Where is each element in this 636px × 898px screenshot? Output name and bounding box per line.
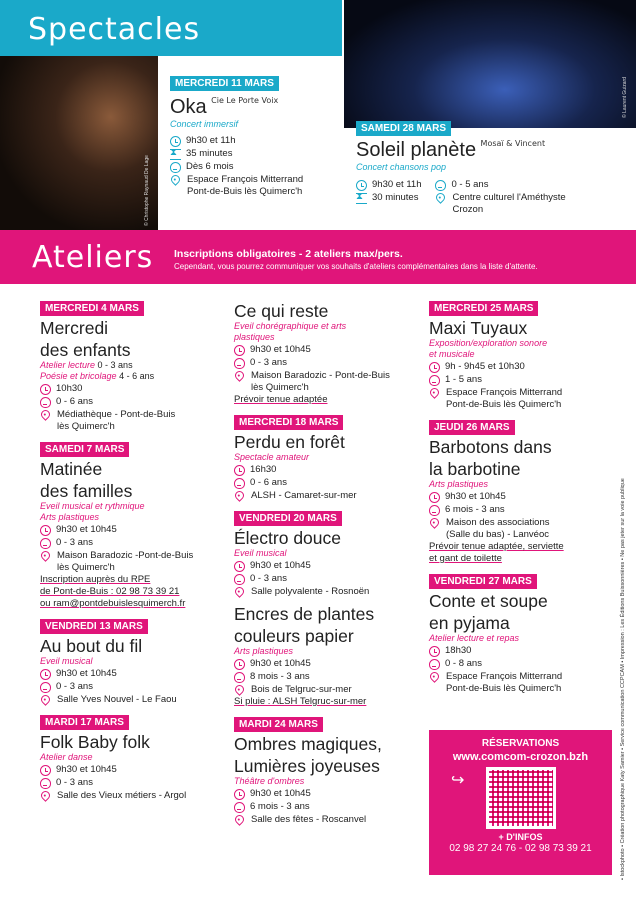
show-duration: 30 minutes [372, 192, 419, 203]
infos-label: + D'INFOS [498, 832, 543, 842]
show-subtitle: Concert immersif [170, 119, 239, 129]
location-pin-icon [233, 585, 246, 598]
baby-icon [170, 162, 181, 173]
clock-icon [40, 384, 51, 395]
workshop-title: Barbotons dans [429, 437, 552, 457]
clock-icon [429, 646, 440, 657]
workshop-place-town: (Salle du bas) - Lanvéoc [446, 529, 549, 540]
workshop-date: MARDI 17 MARS [40, 715, 129, 730]
workshop-age: 1 - 5 ans [445, 374, 482, 385]
workshop-time: 18h30 [445, 645, 472, 656]
show-place-town: Crozon [452, 204, 484, 215]
baby-icon [429, 505, 440, 516]
workshop-note-line2: et gant de toilette [429, 553, 502, 564]
workshop-date: MARDI 24 MARS [234, 717, 323, 732]
workshop-title: Perdu en forêt [234, 432, 345, 452]
workshop-place-town: Pont-de-Buis lès Quimerc'h [446, 399, 562, 410]
workshop-subtitle: Arts plastiques [429, 479, 489, 489]
location-pin-icon [39, 693, 52, 706]
workshop-age: 6 mois - 3 ans [250, 801, 310, 812]
qr-code[interactable] [486, 767, 556, 829]
location-pin-icon [233, 489, 246, 502]
workshop-note: Prévoir tenue adaptée, serviette [429, 541, 564, 552]
photo-credit: © Christophe Raynaud De Lage [144, 155, 150, 226]
show-time: 9h30 et 11h [372, 179, 422, 190]
baby-icon [40, 682, 51, 693]
workshop-card [234, 508, 424, 598]
baby-icon [234, 574, 245, 585]
workshop-title: Ombres magiques, [234, 734, 382, 754]
photo-credit: © Laurent Guizard [622, 77, 628, 118]
show-age: 0 - 5 ans [451, 179, 489, 190]
workshops-column-3 [429, 298, 619, 701]
workshop-card [429, 571, 619, 695]
location-pin-icon [233, 683, 246, 696]
workshop-place: Salle polyvalente - Rosnoën [251, 586, 370, 597]
workshop-card [234, 604, 424, 708]
workshop-time: 9h30 et 10h45 [56, 764, 117, 775]
workshop-place: ALSH - Camaret-sur-mer [251, 490, 357, 501]
workshop-subtitle: Spectacle amateur [234, 452, 310, 462]
workshop-place: Salle Yves Nouvel - Le Faou [57, 694, 177, 705]
workshop-subtitle: Poésie et bricolage [40, 371, 117, 381]
workshop-place-town: lès Quimerc'h [251, 382, 309, 393]
clock-icon [40, 765, 51, 776]
workshop-age: 0 - 3 ans [56, 681, 93, 692]
workshop-subtitle-age: 4 - 6 ans [119, 371, 155, 381]
workshop-note: Si pluie : ALSH Telgruc-sur-mer [234, 696, 367, 707]
workshop-note-phone[interactable]: de Pont-de-Buis : 02 98 73 39 21 [40, 586, 180, 597]
baby-icon [429, 659, 440, 670]
workshop-date: VENDREDI 13 MARS [40, 619, 148, 634]
workshop-time: 16h30 [250, 464, 277, 475]
workshop-subtitle-age: 0 - 3 ans [97, 360, 133, 370]
workshop-subtitle: Atelier danse [40, 752, 93, 762]
workshop-subtitle: et musicale [429, 349, 475, 359]
workshop-time: 9h30 et 10h45 [250, 788, 311, 799]
reservations-url[interactable]: www.comcom-crozon.bzh [452, 751, 589, 763]
workshop-time: 9h30 et 10h45 [250, 344, 311, 355]
workshop-note: Inscription auprès du RPE [40, 574, 151, 585]
hourglass-icon [170, 149, 181, 160]
workshop-title: Maxi Tuyaux [429, 318, 528, 338]
workshop-place: Salle des fêtes - Roscanvel [251, 814, 367, 825]
workshop-age: 0 - 6 ans [250, 477, 287, 488]
reservations-phones[interactable]: 02 98 27 24 76 - 02 98 73 39 21 [449, 843, 592, 854]
clock-icon [170, 136, 181, 147]
workshop-card [40, 712, 230, 802]
hourglass-icon [356, 193, 367, 204]
show-title: Oka [170, 96, 207, 118]
baby-icon [234, 672, 245, 683]
clock-icon [234, 789, 245, 800]
reservations-title: RÉSERVATIONS [481, 738, 560, 749]
show-date: SAMEDI 28 MARS [356, 121, 451, 136]
clock-icon [234, 465, 245, 476]
baby-icon [435, 180, 446, 191]
workshop-subtitle: Atelier lecture et repas [429, 633, 520, 643]
workshop-title-line2: des enfants [40, 340, 131, 360]
workshops-column-1 [40, 298, 230, 808]
clock-icon [234, 659, 245, 670]
show-place-town: Pont-de-Buis lès Quimerc'h [187, 186, 303, 197]
workshop-subtitle: Atelier lecture [40, 360, 96, 370]
location-pin-icon [428, 386, 441, 399]
workshop-subtitle: Théâtre d'ombres [234, 776, 305, 786]
workshop-time: 9h30 et 10h45 [250, 658, 311, 669]
workshop-title: Mercredi [40, 318, 109, 338]
workshop-card [40, 439, 230, 610]
workshop-place-town: lès Quimerc'h [57, 421, 115, 432]
workshop-time: 9h - 9h45 et 10h30 [445, 361, 525, 372]
workshop-age: 0 - 8 ans [445, 658, 482, 669]
workshop-note-email[interactable]: ou ram@pontdebuislesquimerch.fr [40, 598, 186, 609]
workshop-title-line2: des familles [40, 481, 133, 501]
workshop-subtitle: Eveil musical [40, 656, 93, 666]
show-time: 9h30 et 11h [186, 135, 236, 146]
baby-icon [429, 375, 440, 386]
workshop-title-line2: Lumières joyeuses [234, 756, 380, 776]
workshop-title: Folk Baby folk [40, 732, 150, 752]
workshop-subtitle: Arts plastiques [234, 646, 294, 656]
workshop-date: VENDREDI 20 MARS [234, 511, 342, 526]
workshop-age: 8 mois - 3 ans [250, 671, 310, 682]
workshop-subtitle: Arts plastiques [40, 512, 100, 522]
workshop-place: Médiathèque - Pont-de-Buis [57, 409, 176, 420]
ateliers-title: Ateliers [32, 240, 154, 275]
baby-icon [234, 478, 245, 489]
workshop-card [40, 616, 230, 706]
workshop-subtitle: Eveil musical et rythmique [40, 501, 145, 511]
workshop-date: MERCREDI 4 MARS [40, 301, 144, 316]
location-pin-icon [435, 191, 448, 204]
baby-icon [234, 802, 245, 813]
workshop-place: Espace François Mitterrand [446, 387, 563, 398]
workshop-place: Maison Baradozic - Pont-de-Buis [251, 370, 390, 381]
workshop-subtitle: Exposition/exploration sonore [429, 338, 548, 348]
clock-icon [40, 525, 51, 536]
location-pin-icon [39, 408, 52, 421]
workshop-place-town: Pont-de-Buis lès Quimerc'h [446, 683, 562, 694]
show-duration: 35 minutes [186, 148, 233, 159]
clock-icon [429, 492, 440, 503]
ateliers-waitlist-note: Cependant, vous pourrez communiquer vos souhaits d'ateliers complémentaires dans la liste d'attente. [174, 262, 538, 271]
workshop-age: 0 - 3 ans [250, 357, 287, 368]
workshop-title-line2: couleurs papier [234, 626, 354, 646]
location-pin-icon [428, 670, 441, 683]
workshop-date: MERCREDI 18 MARS [234, 415, 343, 430]
workshop-place: Bois de Telgruc-sur-mer [251, 684, 352, 695]
workshop-age: 6 mois - 3 ans [445, 504, 505, 515]
baby-icon [40, 778, 51, 789]
show-date: MERCREDI 11 MARS [170, 76, 279, 91]
location-pin-icon [39, 789, 52, 802]
location-pin-icon [233, 369, 246, 382]
show-company: Cie Le Porte Voix [211, 96, 279, 105]
workshop-card [234, 714, 424, 826]
workshop-title-line2: la barbotine [429, 459, 521, 479]
curved-arrow-icon: ↪ [451, 772, 465, 789]
show-place: Centre culturel l'Améthyste [452, 192, 566, 203]
workshop-title: Ce qui reste [234, 301, 329, 321]
location-pin-icon [233, 813, 246, 826]
location-pin-icon [169, 173, 182, 186]
show-place: Espace François Mitterrand [187, 174, 304, 185]
workshop-title: Conte et soupe [429, 591, 548, 611]
baby-icon [40, 538, 51, 549]
show-subtitle: Concert chansons pop [356, 162, 447, 172]
workshop-age: 0 - 3 ans [250, 573, 287, 584]
workshop-subtitle: plastiques [234, 332, 275, 342]
clock-icon [234, 561, 245, 572]
workshop-subtitle: Eveil musical [234, 548, 287, 558]
show-age: Dès 6 mois [186, 161, 234, 172]
clock-icon [429, 362, 440, 373]
clock-icon [234, 345, 245, 356]
workshop-time: 9h30 et 10h45 [250, 560, 311, 571]
workshop-date: VENDREDI 27 MARS [429, 574, 537, 589]
workshop-title: Électro douce [234, 528, 342, 548]
baby-icon [234, 358, 245, 369]
workshop-place: Espace François Mitterrand [446, 671, 563, 682]
location-pin-icon [428, 516, 441, 529]
show-title: Soleil planète [356, 139, 477, 161]
baby-icon [40, 397, 51, 408]
oka-photo [0, 56, 158, 230]
workshop-age: 0 - 3 ans [56, 537, 93, 548]
workshop-note: Prévoir tenue adaptée [234, 394, 328, 405]
spectacles-title: Spectacles [28, 12, 201, 47]
workshops-column-2 [234, 299, 424, 832]
workshop-card [234, 412, 424, 502]
soleil-planete-photo [344, 0, 636, 128]
show-soleil-planete [356, 118, 626, 216]
workshop-place-town: lès Quimerc'h [57, 562, 115, 573]
workshop-card [429, 417, 619, 565]
workshop-place: Maison Baradozic -Pont-de-Buis [57, 550, 194, 561]
workshop-title: Matinée [40, 459, 103, 479]
workshop-title: Au bout du fil [40, 636, 143, 656]
workshop-time: 9h30 et 10h45 [445, 491, 506, 502]
workshop-title-line2: en pyjama [429, 613, 510, 633]
workshop-title: Encres de plantes [234, 604, 375, 624]
show-oka [170, 73, 340, 198]
workshop-time: 9h30 et 10h45 [56, 524, 117, 535]
workshop-place: Maison des associations [446, 517, 550, 528]
workshop-place: Salle des Vieux métiers - Argol [57, 790, 187, 801]
workshop-time: 10h30 [56, 383, 83, 394]
show-company: Mosaï & Vincent [480, 139, 546, 148]
workshop-subtitle: Eveil chorégraphique et arts [234, 321, 347, 331]
workshop-card [40, 298, 230, 433]
reservations-box [429, 730, 612, 875]
workshop-date: MERCREDI 25 MARS [429, 301, 538, 316]
clock-icon [356, 180, 367, 191]
credits-side-text: • Istockphoto • Création photographique Katy Samier • Service communication CCPCAM • Impression : Les Éditions Buissonnières • Ne pas jeter sur la voie publique [620, 478, 626, 880]
workshop-card [234, 301, 424, 406]
workshop-time: 9h30 et 10h45 [56, 668, 117, 679]
workshop-age: 0 - 3 ans [56, 777, 93, 788]
location-pin-icon [39, 549, 52, 562]
workshop-date: JEUDI 26 MARS [429, 420, 515, 435]
workshop-date: SAMEDI 7 MARS [40, 442, 129, 457]
clock-icon [40, 669, 51, 680]
workshop-age: 0 - 6 ans [56, 396, 93, 407]
ateliers-registration-note: Inscriptions obligatoires - 2 ateliers max/pers. [174, 248, 403, 260]
workshop-card [429, 298, 619, 411]
